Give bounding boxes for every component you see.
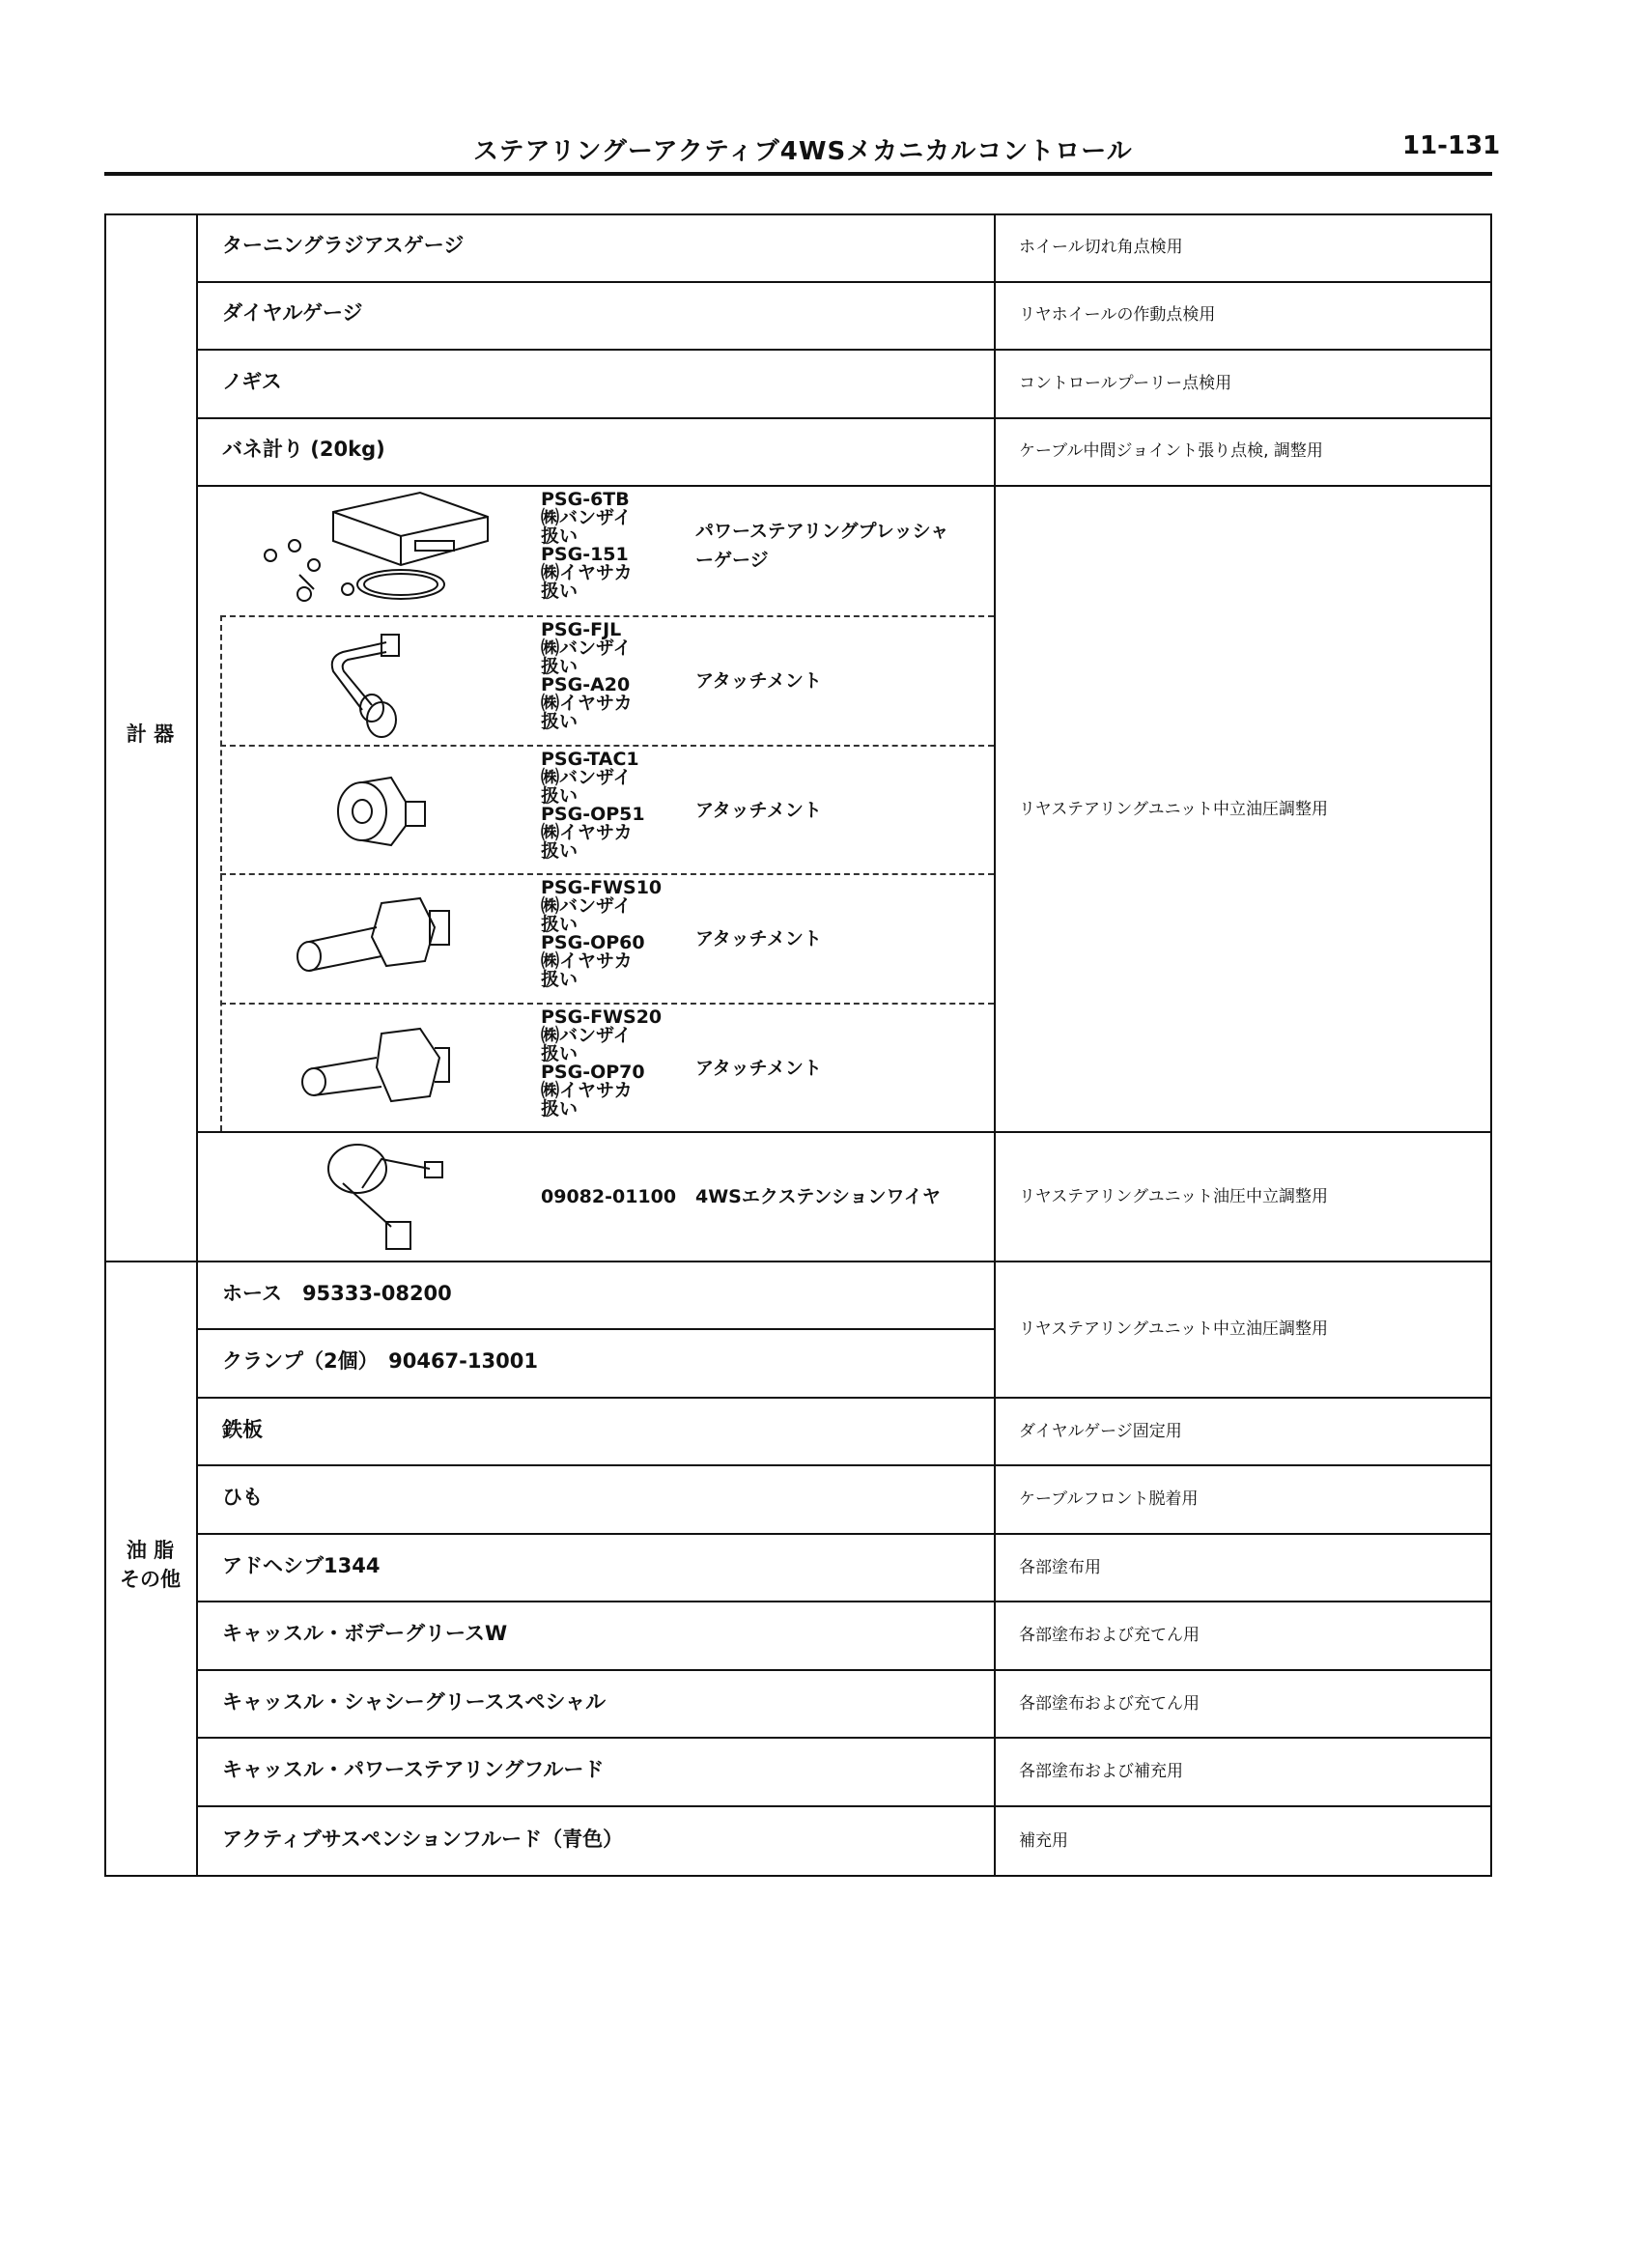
- code: PSG-FWS20: [541, 1006, 663, 1028]
- tool-name: ノギス: [222, 370, 282, 393]
- material-purpose: 各部塗布および充てん用: [1019, 1694, 1200, 1714]
- table-border-left: [104, 213, 106, 1877]
- elbow-attachment-illustration: [319, 623, 425, 744]
- code: 扱い: [541, 914, 579, 935]
- row-line: [196, 349, 1492, 351]
- row-line: [196, 1601, 1492, 1602]
- row-line: [196, 1805, 1492, 1807]
- codes-list: [541, 879, 662, 989]
- item-name: [695, 517, 948, 575]
- item-name-line: パワーステアリングプレッシャ: [695, 521, 949, 542]
- code: ㈱バンザイ: [541, 767, 632, 788]
- hose-clamp-purpose: リヤステアリングユニット中立油圧調整用: [1019, 1319, 1328, 1339]
- category-instruments: 計 器: [126, 723, 175, 746]
- code: PSG-OP51: [541, 804, 645, 825]
- material-name: アクティブサスペンションフルード（青色）: [222, 1828, 624, 1851]
- tool-purpose: コントロールプーリー点検用: [1019, 374, 1232, 393]
- row-line: [196, 1464, 1492, 1466]
- row-line: [196, 1737, 1492, 1739]
- hose-name: ホース 95333-08200: [222, 1282, 452, 1305]
- code: 扱い: [541, 785, 579, 807]
- subrow-dashed-line: [220, 1003, 994, 1005]
- tool-name: ダイヤルゲージ: [222, 301, 363, 325]
- code: ㈱イヤサカ: [541, 562, 633, 583]
- material-name: ひも: [222, 1486, 263, 1509]
- row-line: [196, 1131, 1492, 1133]
- subrow-dashed-line: [220, 615, 994, 617]
- material-purpose: 各部塗布および充てん用: [1019, 1626, 1200, 1645]
- pressure-group-purpose: リヤステアリングユニット中立油圧調整用: [1019, 800, 1328, 819]
- category-divider: [196, 213, 198, 1877]
- tool-purpose: ケーブル中間ジョイント張り点検, 調整用: [1019, 441, 1323, 461]
- code: 扱い: [541, 969, 579, 990]
- code: ㈱バンザイ: [541, 1025, 632, 1046]
- page-title: ステアリングーアクティブ4WSメカニカルコントロール: [473, 137, 1133, 166]
- clamp-name: クランプ（2個） 90467-13001: [222, 1349, 538, 1373]
- wire-name: 4WSエクステンションワイヤ: [695, 1186, 941, 1207]
- category-separator: [104, 1261, 1492, 1262]
- code: PSG-TAC1: [541, 749, 639, 770]
- extension-wire-illustration: [324, 1135, 459, 1256]
- category-oils-line2: その他: [120, 1568, 181, 1591]
- material-name: 鉄板: [222, 1418, 263, 1441]
- tool-purpose: ホイール切れ角点検用: [1019, 238, 1183, 257]
- codes-list: [541, 621, 633, 731]
- codes-list: [541, 491, 633, 601]
- adapter-tac1-illustration: [333, 758, 449, 865]
- code: 扱い: [541, 1043, 579, 1064]
- row-line: [196, 1328, 994, 1330]
- code: 扱い: [541, 525, 579, 547]
- code: ㈱バンザイ: [541, 638, 632, 659]
- item-name: アタッチメント: [695, 800, 822, 821]
- code: 扱い: [541, 581, 579, 602]
- code: ㈱イヤサカ: [541, 693, 633, 714]
- row-line: [196, 1533, 1492, 1535]
- row-line: [196, 1669, 1492, 1671]
- page-number: 11-131: [1402, 131, 1501, 160]
- header-rule: [104, 172, 1492, 176]
- code: PSG-151: [541, 544, 629, 565]
- codes-list: [541, 1008, 662, 1119]
- item-name: アタッチメント: [695, 928, 822, 950]
- material-purpose: ケーブルフロント脱着用: [1019, 1489, 1199, 1509]
- table-border-top: [104, 213, 1492, 215]
- codes-list: [541, 751, 645, 861]
- subrow-dashed-line: [220, 745, 994, 747]
- code: PSG-A20: [541, 674, 631, 695]
- tool-name: バネ計り (20kg): [222, 438, 385, 461]
- code: PSG-OP70: [541, 1062, 645, 1083]
- tool-name: ターニングラジアスゲージ: [222, 234, 465, 257]
- row-line: [196, 417, 1492, 419]
- code: PSG-FJL: [541, 619, 622, 640]
- adapter-fws20-illustration: [295, 1019, 468, 1125]
- code: ㈱イヤサカ: [541, 1080, 633, 1101]
- row-line: [196, 485, 1492, 487]
- material-purpose: 補充用: [1019, 1831, 1068, 1851]
- purpose-divider: [994, 213, 996, 1877]
- wire-part-number: 09082-01100: [541, 1186, 677, 1207]
- code: PSG-OP60: [541, 932, 645, 953]
- item-name-line: ーゲージ: [695, 550, 769, 571]
- adapter-fws10-illustration: [290, 884, 464, 990]
- code: PSG-FWS10: [541, 877, 663, 898]
- code: PSG-6TB: [541, 489, 630, 510]
- item-name: アタッチメント: [695, 670, 822, 692]
- item-name: アタッチメント: [695, 1058, 822, 1079]
- code: ㈱イヤサカ: [541, 822, 633, 843]
- code: 扱い: [541, 711, 579, 732]
- row-line: [196, 281, 1492, 283]
- material-purpose: 各部塗布用: [1019, 1558, 1101, 1577]
- material-name: アドヘシブ1344: [222, 1554, 381, 1577]
- code: ㈱イヤサカ: [541, 950, 633, 972]
- material-purpose: 各部塗布および補充用: [1019, 1762, 1183, 1781]
- material-purpose: ダイヤルゲージ固定用: [1019, 1422, 1182, 1441]
- material-name: キャッスル・ボデーグリースW: [222, 1622, 508, 1645]
- wire-purpose: リヤステアリングユニット油圧中立調整用: [1019, 1187, 1328, 1206]
- code: 扱い: [541, 840, 579, 862]
- code: 扱い: [541, 656, 579, 677]
- material-name: キャッスル・パワーステアリングフルード: [222, 1758, 605, 1781]
- tool-purpose: リヤホイールの作動点検用: [1019, 305, 1216, 325]
- table-border-bottom: [104, 1875, 1492, 1877]
- subrow-dashed-line: [220, 873, 994, 875]
- table-border-right: [1490, 213, 1492, 1877]
- code: ㈱バンザイ: [541, 507, 632, 528]
- code: 扱い: [541, 1098, 579, 1120]
- row-line: [196, 1397, 1492, 1399]
- code: ㈱バンザイ: [541, 895, 632, 917]
- pressure-gauge-kit-illustration: [256, 488, 536, 609]
- category-oils-line1: 油 脂: [126, 1539, 175, 1562]
- material-name: キャッスル・シャシーグリーススペシャル: [222, 1690, 607, 1714]
